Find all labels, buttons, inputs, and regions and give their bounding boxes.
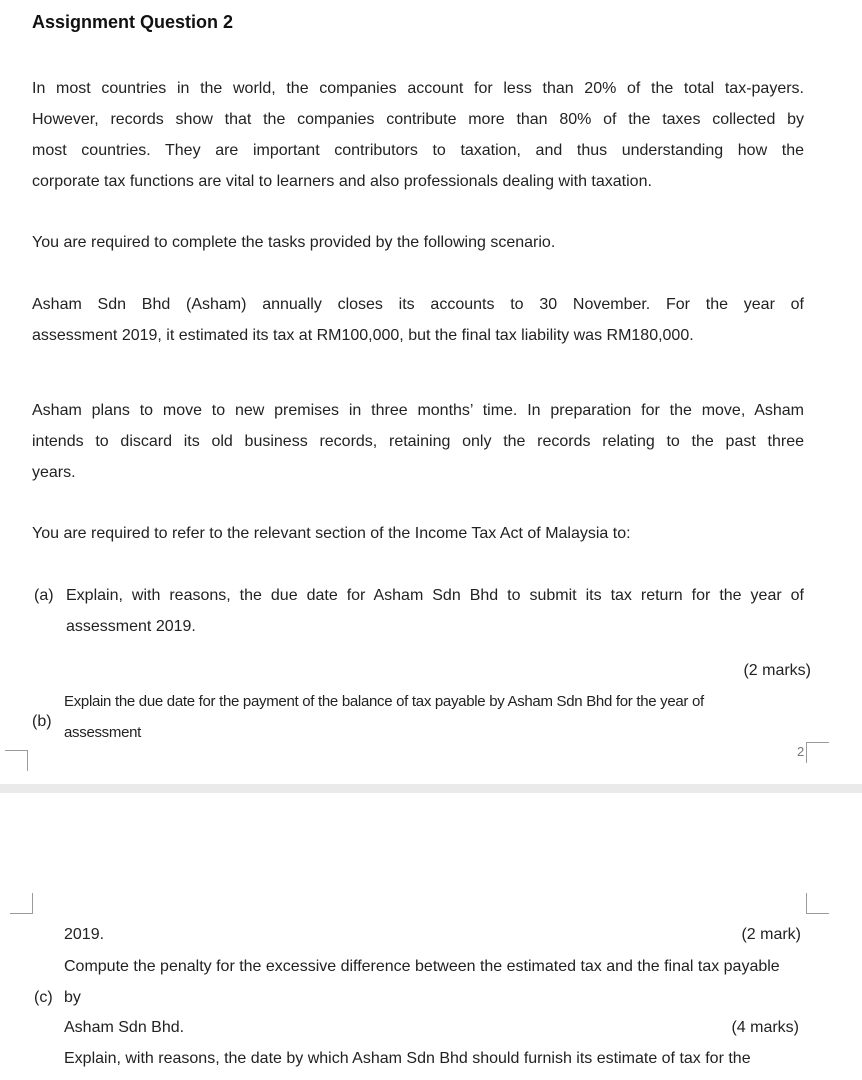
question-d-partial-line: Explain, with reasons, the date by which Asham Sdn Bhd should furnish its estimate of tax for the bbox=[64, 1050, 751, 1067]
scenario2-line-2: intends to discard its old business records, retaining only the records relating to the past three bbox=[32, 433, 804, 450]
question-b-line-2: assessment bbox=[64, 724, 142, 741]
question-b-marks: (2 mark) bbox=[741, 926, 801, 943]
question-b-continued: 2019. bbox=[64, 926, 105, 943]
question-a-marks: (2 marks) bbox=[743, 662, 811, 679]
question-a-label: (a) bbox=[34, 587, 54, 604]
question-a-line-1: Explain, with reasons, the due date for Asham Sdn Bhd to submit its tax return for the year of bbox=[66, 587, 804, 604]
intro-line-3: most countries. They are important contributors to taxation, and thus understanding how the bbox=[32, 142, 804, 159]
question-c-line-1: Compute the penalty for the excessive difference between the estimated tax and the final tax payable bbox=[64, 958, 780, 975]
assignment-title: Assignment Question 2 bbox=[32, 12, 234, 32]
page-number: 2 bbox=[797, 744, 805, 759]
question-b-label: (b) bbox=[32, 713, 52, 730]
intro-line-1: In most countries in the world, the companies account for less than 20% of the total tax-payers. bbox=[32, 80, 804, 97]
question-c-line-2: by bbox=[64, 989, 81, 1006]
crop-mark-bottom-left bbox=[10, 893, 33, 914]
refer-instruction: You are required to refer to the relevant section of the Income Tax Act of Malaysia to: bbox=[32, 525, 631, 542]
scenario2-line-1: Asham plans to move to new premises in three months’ time. In preparation for the move, Asham bbox=[32, 402, 804, 419]
scenario-line-2: assessment 2019, it estimated its tax at RM100,000, but the final tax liability was RM180,000. bbox=[32, 327, 694, 344]
question-c-label: (c) bbox=[34, 989, 53, 1006]
question-a-line-2: assessment 2019. bbox=[66, 618, 196, 635]
scenario-line-1: Asham Sdn Bhd (Asham) annually closes its accounts to 30 November. For the year of bbox=[32, 296, 804, 313]
question-c-line-3: Asham Sdn Bhd. bbox=[64, 1019, 185, 1036]
crop-mark-top-left bbox=[5, 750, 28, 771]
intro-line-2: However, records show that the companies contribute more than 80% of the taxes collected by bbox=[32, 111, 804, 128]
scenario2-line-3: years. bbox=[32, 464, 76, 481]
task-intro: You are required to complete the tasks provided by the following scenario. bbox=[32, 234, 556, 251]
page-2 bbox=[0, 793, 862, 1080]
page-separator bbox=[0, 784, 862, 793]
question-b-line-1: Explain the due date for the payment of the balance of tax payable by Asham Sdn Bhd for the year of bbox=[64, 693, 704, 710]
intro-line-4: corporate tax functions are vital to learners and also professionals dealing with taxation. bbox=[32, 173, 652, 190]
crop-mark-bottom-right bbox=[806, 893, 829, 914]
question-c-marks: (4 marks) bbox=[731, 1019, 799, 1036]
crop-mark-top-right bbox=[806, 742, 829, 763]
